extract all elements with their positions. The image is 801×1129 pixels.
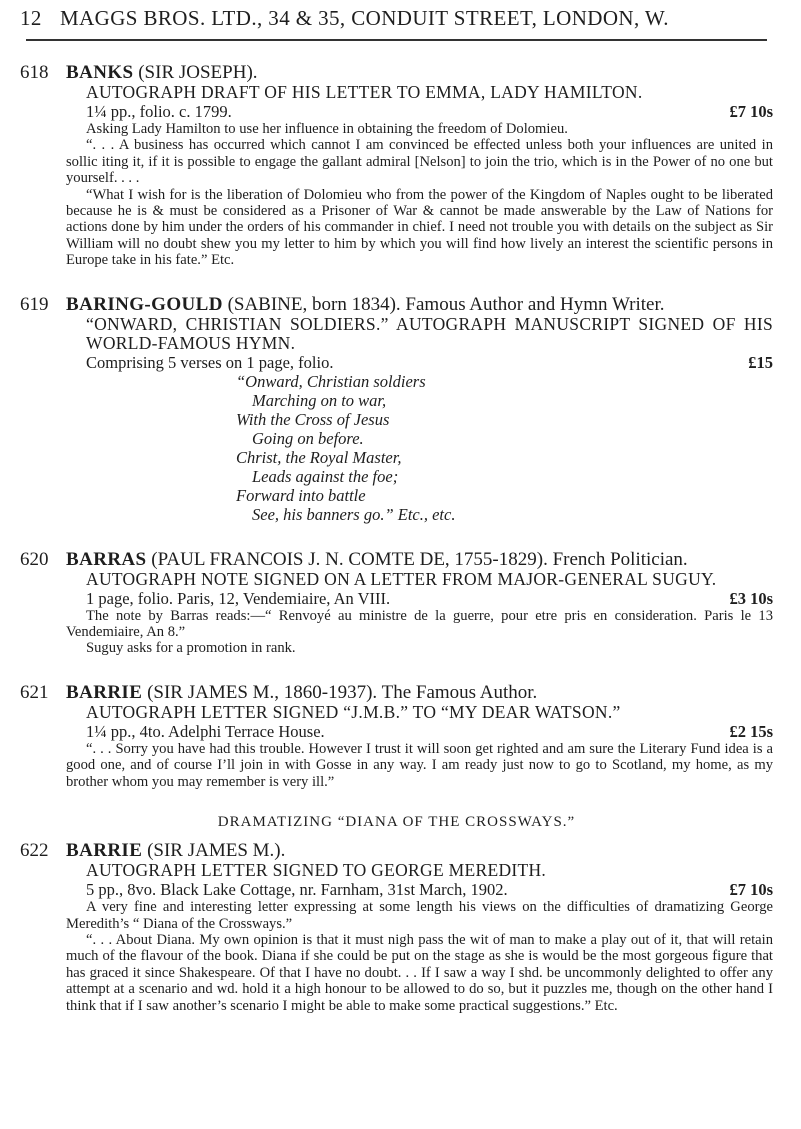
verse-line: Going on before. <box>252 428 364 448</box>
entry-title: AUTOGRAPH LETTER SIGNED TO GEORGE MEREDITH. <box>86 860 547 881</box>
entry-details-line <box>86 722 773 741</box>
page-header <box>20 6 773 31</box>
entry-price: £7 10s <box>729 102 773 121</box>
entry-paragraph: Suguy asks for a promotion in rank. <box>86 640 296 657</box>
verse-line: Christ, the Royal Master, <box>236 447 402 467</box>
entry-details-line <box>86 102 773 121</box>
entry-name-rest: (PAUL FRANCOIS J. N. COMTE DE, 1755-1829). French Politician. <box>151 548 688 570</box>
verse-line: Leads against the foe; <box>252 466 399 486</box>
header-title: MAGGS BROS. LTD., 34 & 35, CONDUIT STREET, LONDON, W. <box>60 6 669 30</box>
verse-line: Marching on to war, <box>252 390 387 410</box>
entry-price: £15 <box>748 352 773 372</box>
entry-paragraph: “. . . Sorry you have had this trouble. However I trust it will soon get righted and am sure the Literary Fund idea is a good one, and of course I’ll join in with Gosse in any way. I am ready just now to go to Scotland, my home, as my brother whom you may remember is very ill.” <box>66 740 773 790</box>
entry-title: AUTOGRAPH LETTER SIGNED “J.M.B.” TO “MY DEAR WATSON.” <box>86 701 621 722</box>
entry-price: £3 10s <box>729 588 773 608</box>
page-number: 12 <box>20 6 42 30</box>
entry-details: Comprising 5 verses on 1 page, folio. <box>86 352 334 372</box>
header-rule <box>26 39 767 41</box>
entry-paragraph: “What I wish for is the liberation of Dolomieu who from the power of the Kingdom of Naples ought to be liberated because he is & must be considered as a Prisoner of War & cannot be made answerable by the Law of Nations for actions done by him under the orders of his commander in chief. I need not trouble you with details on the subject as Sir William will no doubt shew you my letter to him by which you will find how lively an interest the scientific persons in Europe take in his fate.” Etc. <box>66 186 773 269</box>
entry-number: 622 <box>20 840 49 862</box>
entry-details-line <box>86 353 773 372</box>
entry-paragraph: Asking Lady Hamilton to use her influence in obtaining the freedom of Dolomieu. <box>86 121 568 137</box>
entry-name: BARRAS <box>66 548 147 570</box>
entry-price: £2 15s <box>729 721 773 741</box>
entry-paragraph: A very fine and interesting letter expressing at some length his views on the difficulties of dramatizing George Meredith’s “ Diana of the Crossways.” <box>66 899 773 932</box>
verse-line: Forward into battle <box>236 485 366 505</box>
entry-paragraph: “. . . A business has occurred which cannot I am convinced be effected unless both your influences are united in sollic iting it, if it is possible to engage the gallant admiral [Nelson] to join the trio, which is in the Power of no one but yourself. . . . <box>66 137 773 187</box>
entry-number: 618 <box>20 62 49 83</box>
entry-paragraph: The note by Barras reads:—“ Renvoyé au ministre de la guerre, pour etre pris en consideration. Paris le 13 Vendemiaire, An 8.” <box>66 607 773 641</box>
entry-name: BARRIE <box>66 681 143 703</box>
entry-details: 1 page, folio. Paris, 12, Vendemiaire, An VIII. <box>86 588 391 608</box>
entry-title: AUTOGRAPH NOTE SIGNED ON A LETTER FROM MAJOR-GENERAL SUGUY. <box>86 568 717 589</box>
hymn-verse <box>236 372 773 524</box>
entry-heading <box>66 841 773 861</box>
verse-line: “Onward, Christian soldiers <box>236 371 426 391</box>
catalogue-entry <box>20 841 773 1014</box>
entry-paragraph: “. . . About Diana. My own opinion is that it must nigh pass the wit of man to make a play out of it, that will retain much of the flavour of the book. Diana if she could be put on the stage as she is would be the most gorgeous figure that has graced it since Shakespeare. Of that I have no doubt. . . If I saw a way I shd. be uncommonly delighted to offer any attempt at a scenario and wd. hold it a high honour to be allowed to do so, but it puzzles me, though on the other hand I think that if I saw another’s scenario I might be able to make some practical suggestions.” Etc. <box>66 931 773 1014</box>
entry-number: 620 <box>20 548 49 570</box>
entry-details-line <box>86 589 773 608</box>
entry-title: “ONWARD, CHRISTIAN SOLDIERS.” AUTOGRAPH MANUSCRIPT SIGNED OF HIS WORLD-FAMOUS HYMN. <box>86 313 773 353</box>
entry-details: 1¼ pp., folio. c. 1799. <box>86 102 232 121</box>
entry-heading <box>66 63 773 83</box>
entry-price: £7 10s <box>729 880 773 900</box>
entry-name: BARING-GOULD <box>66 293 223 315</box>
entry-details: 5 pp., 8vo. Black Lake Cottage, nr. Farnham, 31st March, 1902. <box>86 880 508 900</box>
entry-name: BANKS <box>66 62 134 83</box>
entry-number: 619 <box>20 293 49 315</box>
entry-name: BARRIE <box>66 840 143 862</box>
verse-line: See, his banners go.” Etc., etc. <box>252 504 456 524</box>
entry-name-rest: (SIR JAMES M., 1860-1937). The Famous Author. <box>147 681 538 703</box>
catalogue-entry <box>20 550 773 657</box>
verse-line: With the Cross of Jesus <box>236 409 390 429</box>
catalogue-entry <box>20 295 773 524</box>
entry-details-line <box>86 880 773 899</box>
entry-heading <box>66 683 773 703</box>
section-heading: DRAMATIZING “DIANA OF THE CROSSWAYS.” <box>217 814 576 831</box>
entry-details: 1¼ pp., 4to. Adelphi Terrace House. <box>86 721 325 741</box>
catalogue-entry <box>20 683 773 790</box>
entry-heading <box>66 550 773 570</box>
entry-name-rest: (SABINE, born 1834). Famous Author and Hymn Writer. <box>227 293 665 315</box>
entry-heading <box>66 295 773 315</box>
entry-name-rest: (SIR JAMES M.). <box>147 840 286 862</box>
catalogue-entry <box>20 63 773 269</box>
entry-number: 621 <box>20 681 49 703</box>
entry-title: AUTOGRAPH DRAFT OF HIS LETTER TO EMMA, LADY HAMILTON. <box>86 82 643 102</box>
entry-name-rest: (SIR JOSEPH). <box>138 62 258 83</box>
